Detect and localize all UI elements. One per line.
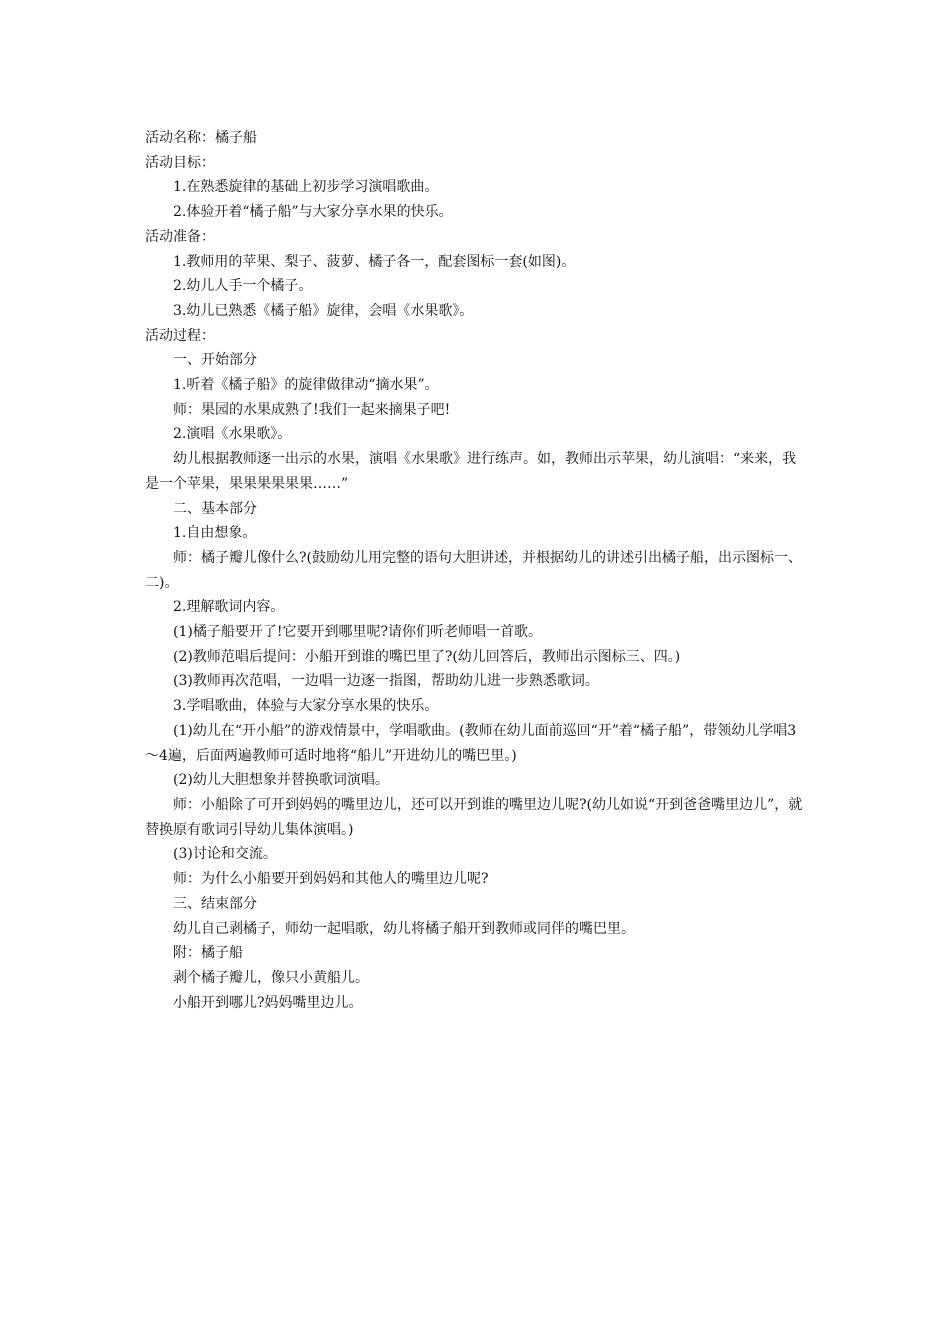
document-page bbox=[145, 126, 810, 1015]
process-line: 师：为什么小船要开到妈妈和其他人的嘴里边儿呢? bbox=[173, 871, 489, 888]
prep-item: 1.教师用的苹果、梨子、菠萝、橘子各一，配套图标一套(如图)。 bbox=[173, 253, 576, 270]
process-line: (2)教师范唱后提问：小船开到谁的嘴巴里了?(幼儿回答后，教师出示图标三、四。) bbox=[173, 648, 681, 665]
activity-name: 活动名称：橘子船 bbox=[145, 130, 257, 146]
process-line: 2.演唱《水果歌》。 bbox=[173, 426, 292, 443]
song-line: 剥个橘子瓣儿，像只小黄船儿。 bbox=[173, 969, 369, 986]
process-line: 师：果园的水果成熟了!我们一起来摘果子吧! bbox=[173, 401, 451, 418]
process-line: (2)幼儿大胆想象并替换歌词演唱。 bbox=[173, 772, 389, 789]
prep-item: 2.幼儿人手一个橘子。 bbox=[173, 278, 313, 295]
process-heading: 活动过程： bbox=[145, 327, 215, 344]
appendix-heading: 附：橘子船 bbox=[173, 945, 243, 962]
process-line: 1.听着《橘子船》的旋律做律动“摘水果”。 bbox=[173, 377, 439, 394]
part2-heading: 二、基本部分 bbox=[173, 500, 257, 517]
goals-heading: 活动目标： bbox=[145, 154, 215, 171]
process-paragraph: (1)幼儿在“开小船”的游戏情景中，学唱歌曲。(教师在幼儿面前巡回“开”着“橘子船”，带领幼儿学唱3～4遍，后面两遍教师可适时地将“船儿”开进幼儿的嘴巴里。) bbox=[145, 722, 797, 764]
part3-heading: 三、结束部分 bbox=[173, 895, 257, 912]
prep-item: 3.幼儿已熟悉《橘子船》旋律，会唱《水果歌》。 bbox=[173, 302, 474, 319]
process-line: (3)教师再次范唱，一边唱一边逐一指图，帮助幼儿进一步熟悉歌词。 bbox=[173, 673, 599, 690]
prep-heading: 活动准备： bbox=[145, 228, 215, 245]
part1-heading: 一、开始部分 bbox=[173, 352, 257, 369]
process-line: 2.理解歌词内容。 bbox=[173, 599, 285, 616]
process-paragraph: 师：橘子瓣儿像什么?(鼓励幼儿用完整的语句大胆讲述，并根据幼儿的讲述引出橘子船，出示图标一、二)。 bbox=[145, 549, 802, 591]
process-line: 幼儿自己剥橘子，师幼一起唱歌，幼儿将橘子船开到教师或同伴的嘴巴里。 bbox=[173, 920, 635, 937]
process-line: 3.学唱歌曲，体验与大家分享水果的快乐。 bbox=[173, 698, 439, 715]
process-line: 1.自由想象。 bbox=[173, 525, 257, 542]
process-paragraph: 幼儿根据教师逐一出示的水果，演唱《水果歌》进行练声。如，教师出示苹果，幼儿演唱：“来来，我是一个苹果，果果果果果果……” bbox=[145, 451, 797, 492]
goal-item: 2.体验开着“橘子船”与大家分享水果的快乐。 bbox=[173, 204, 453, 221]
goal-item: 1.在熟悉旋律的基础上初步学习演唱歌曲。 bbox=[173, 179, 439, 196]
process-paragraph: 师：小船除了可开到妈妈的嘴里边儿，还可以开到谁的嘴里边儿呢?(幼儿如说“开到爸爸嘴里边儿”，就替换原有歌词引导幼儿集体演唱。) bbox=[145, 796, 803, 838]
process-line: (1)橘子船要开了!它要开到哪里呢?请你们听老师唱一首歌。 bbox=[173, 624, 542, 641]
process-line: (3)讨论和交流。 bbox=[173, 846, 277, 863]
song-line: 小船开到哪儿?妈妈嘴里边儿。 bbox=[173, 994, 363, 1011]
